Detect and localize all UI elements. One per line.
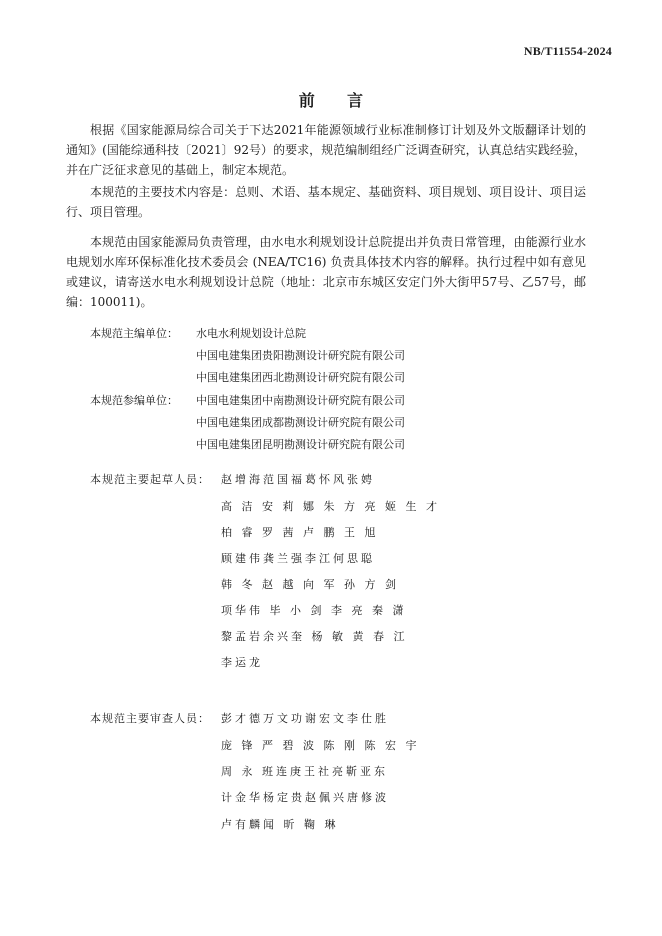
chief-editor-unit: 中国电建集团西北勘测设计研究院有限公司 [196, 371, 405, 384]
participating-unit: 中国电建集团成都勘测设计研究院有限公司 [196, 416, 405, 429]
drafters-label: 本规范主要起草人员： [90, 473, 210, 486]
drafters-row: 黎孟岩余兴奎 杨 敏 黄 春 江 [221, 630, 408, 643]
reviewers-row: 庞 锋 严 碧 波 陈 刚 陈 宏 宇 [221, 739, 420, 752]
participating-unit: 中国电建集团中南勘测设计研究院有限公司 [196, 394, 405, 407]
reviewers-row: 卢有麟闻 昕 鞠 琳 [221, 818, 339, 831]
title-char-1: 前 [298, 91, 315, 110]
drafters-row: 高 洁 安 莉 娜 朱 方 亮 姬 生 才 [221, 500, 440, 513]
title-char-2: 言 [347, 91, 364, 110]
drafters-row: 韩 冬 赵 越 向 军 孙 方 剑 [221, 578, 399, 591]
chief-editor-unit: 中国电建集团贵阳勘测设计研究院有限公司 [196, 349, 405, 362]
drafters-row: 李运龙 [221, 656, 263, 669]
reviewers-label: 本规范主要审查人员： [90, 712, 210, 725]
drafters-row: 顾建伟龚兰强李江何思聪 [221, 552, 375, 565]
drafters-row: 柏 睿 罗 茜 卢 鹏 王 旭 [221, 526, 379, 539]
participating-label: 本规范参编单位： [90, 394, 178, 407]
paragraph-management: 本规范由国家能源局负责管理，由水电水利规划设计总院提出并负责日常管理，由能源行业水电规划水库环保标准化技术委员会 (NEA/TC16) 负责具体技术内容的解释。执行过程中如有意见或建议，请寄送水电水利规划设计总院（地址：北京市东城区安定门外大街甲57号、乙57号，邮编：100011)。 [66, 235, 586, 309]
reviewers-row: 周 永 班连庚王社亮靳亚东 [221, 765, 388, 778]
drafters-row: 项华伟 毕 小 剑 李 亮 秦 潇 [221, 604, 407, 617]
paragraph-contents: 本规范的主要技术内容是：总则、术语、基本规定、基础资料、项目规划、项目设计、项目运行、项目管理。 [66, 185, 586, 219]
reviewers-row: 计金华杨定贵赵佩兴唐修波 [221, 791, 389, 804]
standard-code: NB/T11554-2024 [523, 44, 612, 58]
reviewers-row: 彭才德万文功谢宏文李仕胜 [221, 712, 389, 725]
participating-unit: 中国电建集团昆明勘测设计研究院有限公司 [196, 438, 405, 451]
chief-editor-label: 本规范主编单位： [90, 327, 178, 340]
drafters-row: 赵增海范国福葛怀风张娉 [221, 473, 375, 486]
page-title [0, 88, 662, 111]
chief-editor-unit: 水电水利规划设计总院 [196, 327, 306, 340]
paragraph-basis: 根据《国家能源局综合司关于下达2021年能源领域行业标准制修订计划及外文版翻译计划的通知》(国能综通科技〔2021〕92号）的要求，规范编制组经广泛调查研究，认真总结实践经验，并在广泛征求意见的基础上，制定本规范。 [66, 123, 586, 177]
